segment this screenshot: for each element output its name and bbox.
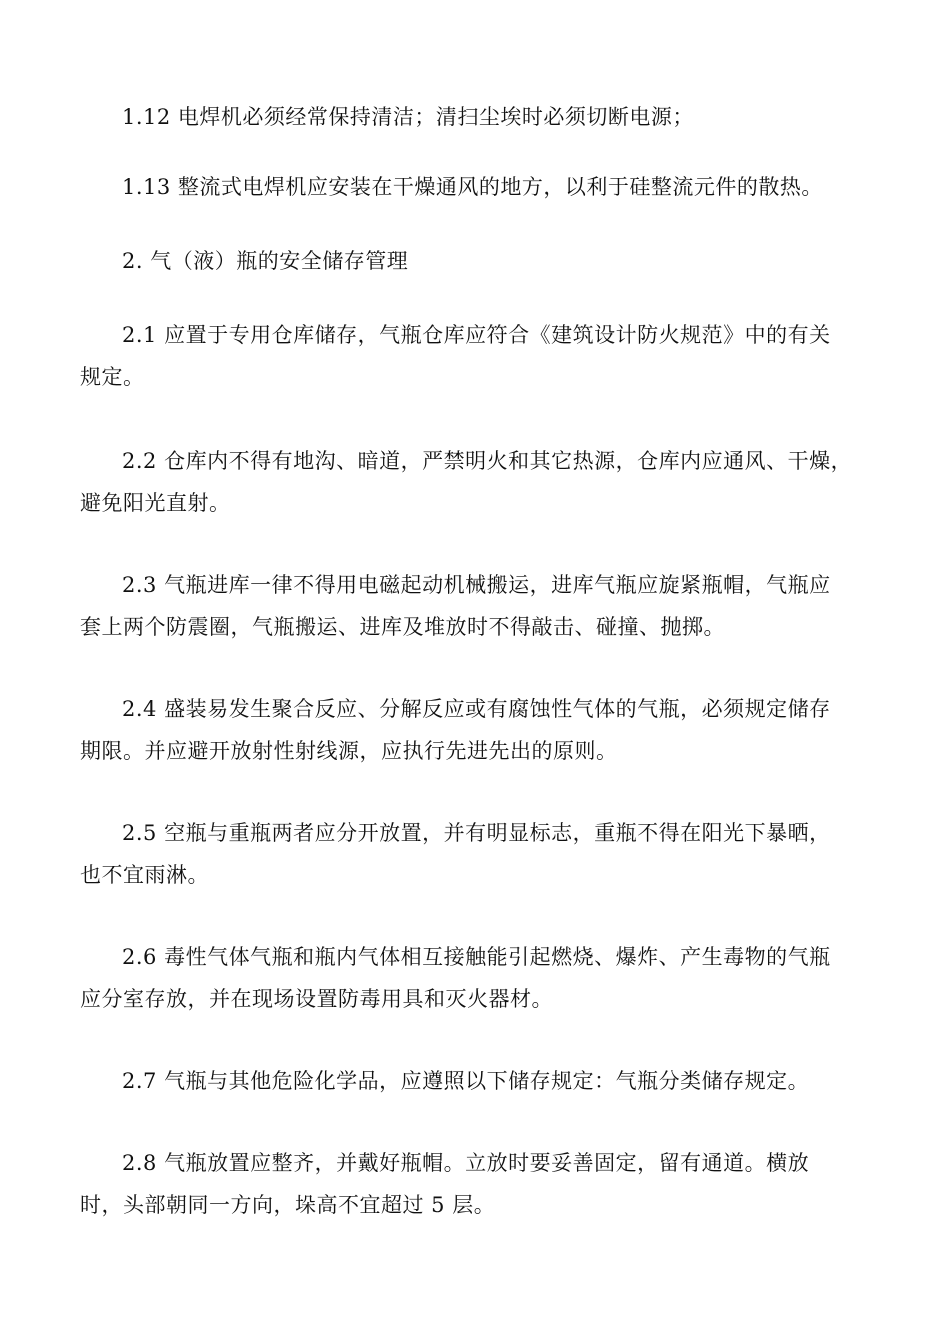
paragraph-line: 2.2 仓库内不得有地沟、暗道，严禁明火和其它热源，仓库内应通风、干燥， [122, 449, 853, 473]
paragraph-1-12 [80, 96, 860, 138]
paragraph-2-3 [80, 564, 860, 648]
section-heading-2 [80, 240, 860, 282]
paragraph-line: 套上两个防震圈，气瓶搬运、进库及堆放时不得敲击、碰撞、抛掷。 [80, 615, 725, 639]
paragraph-line: 应分室存放，并在现场设置防毒用具和灭火器材。 [80, 987, 553, 1011]
paragraph-line: 1.13 整流式电焊机应安装在干燥通风的地方，以利于硅整流元件的散热。 [122, 175, 823, 199]
paragraph-line: 2.3 气瓶进库一律不得用电磁起动机械搬运，进库气瓶应旋紧瓶帽，气瓶应 [122, 573, 831, 597]
paragraph-2-1 [80, 314, 860, 398]
paragraph-1-13 [80, 166, 860, 208]
paragraph-line: 2.8 气瓶放置应整齐，并戴好瓶帽。立放时要妥善固定，留有通道。横放 [122, 1151, 810, 1175]
paragraph-line: 2.1 应置于专用仓库储存，气瓶仓库应符合《建筑设计防火规范》中的有关 [122, 323, 831, 347]
paragraph-2-2 [80, 440, 860, 524]
paragraph-line: 2.6 毒性气体气瓶和瓶内气体相互接触能引起燃烧、爆炸、产生毒物的气瓶 [122, 945, 831, 969]
paragraph-line: 避免阳光直射。 [80, 491, 231, 515]
paragraph-line: 2.4 盛装易发生聚合反应、分解反应或有腐蚀性气体的气瓶，必须规定储存 [122, 697, 831, 721]
paragraph-line: 2.7 气瓶与其他危险化学品，应遵照以下储存规定：气瓶分类储存规定。 [122, 1069, 810, 1093]
paragraph-line: 2. 气（液）瓶的安全储存管理 [122, 249, 409, 273]
paragraph-line: 规定。 [80, 365, 145, 389]
paragraph-line: 1.12 电焊机必须经常保持清洁；清扫尘埃时必须切断电源； [122, 105, 694, 129]
paragraph-line: 2.5 空瓶与重瓶两者应分开放置，并有明显标志，重瓶不得在阳光下暴晒， [122, 821, 831, 845]
paragraph-2-6 [80, 936, 860, 1020]
paragraph-line: 时，头部朝同一方向，垛高不宜超过 5 层。 [80, 1193, 496, 1217]
paragraph-2-8 [80, 1142, 860, 1226]
paragraph-line: 期限。并应避开放射性射线源，应执行先进先出的原则。 [80, 739, 618, 763]
paragraph-2-5 [80, 812, 860, 896]
paragraph-2-7 [80, 1060, 860, 1102]
paragraph-2-4 [80, 688, 860, 772]
paragraph-line: 也不宜雨淋。 [80, 863, 209, 887]
